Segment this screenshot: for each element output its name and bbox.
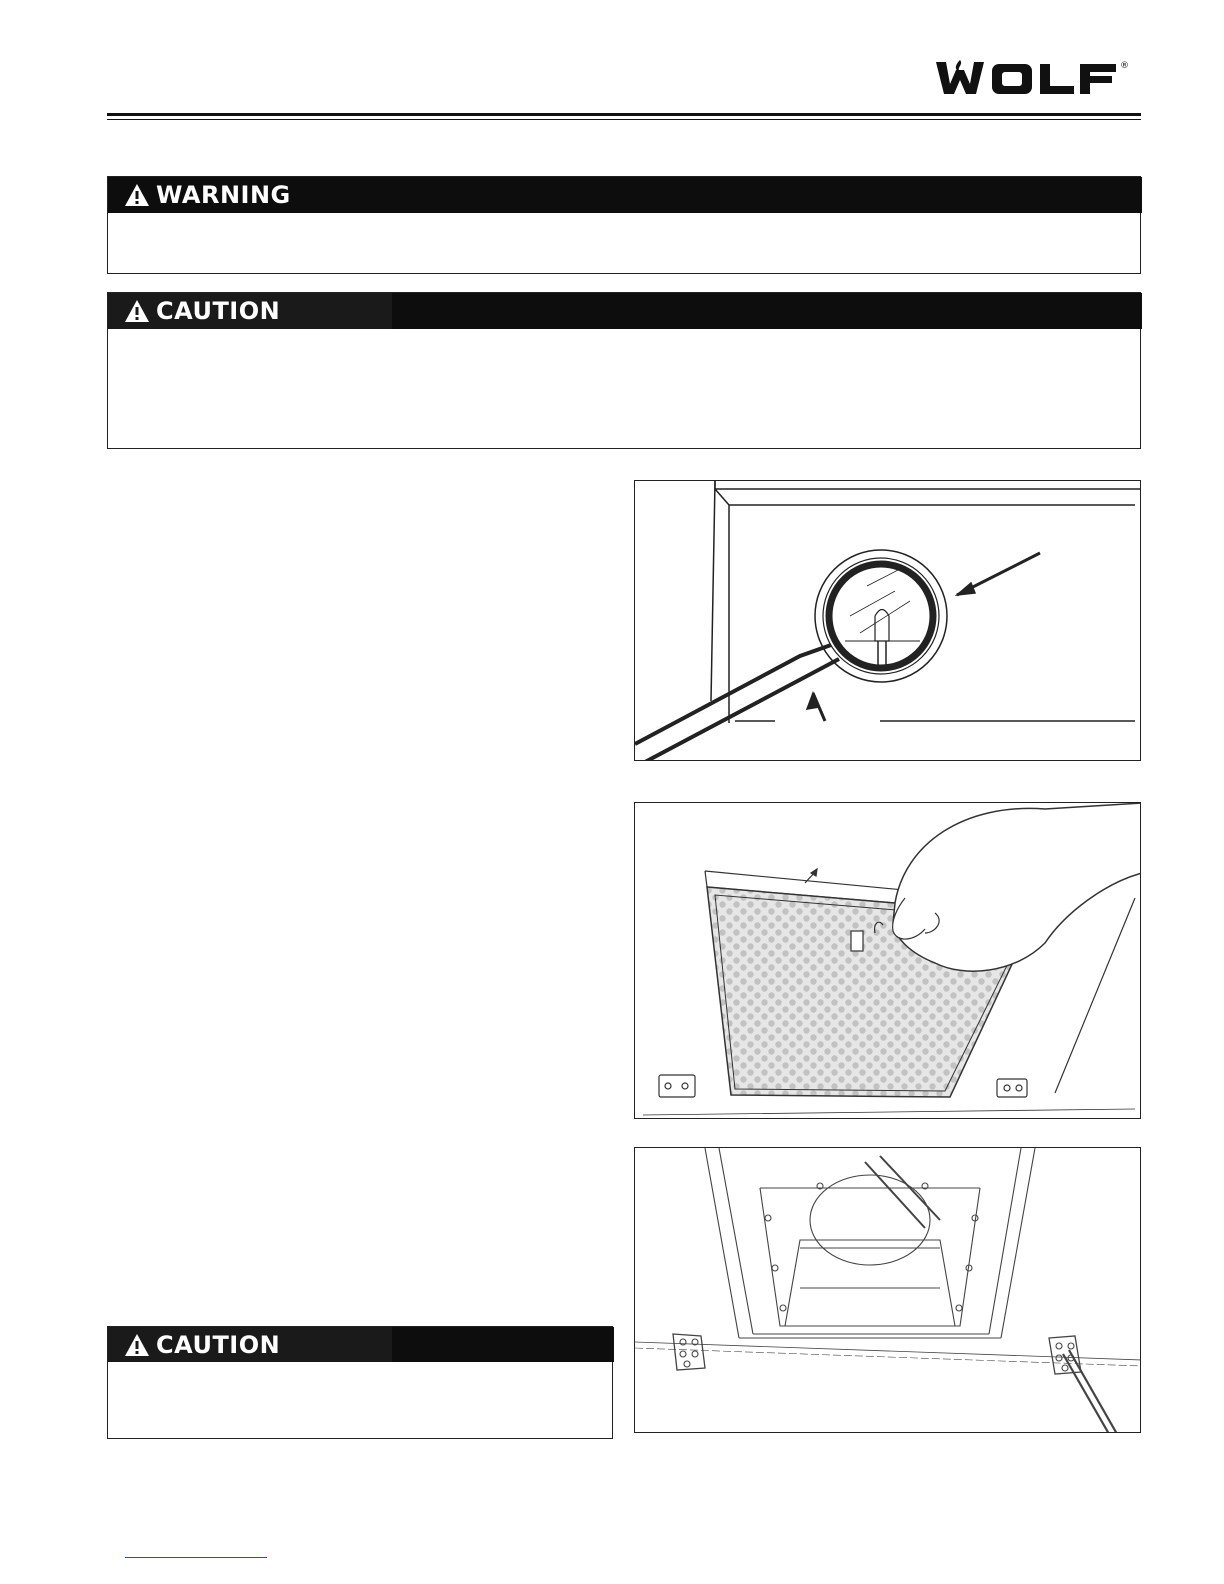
header-rule-thick [107, 113, 1141, 116]
light-bulb-lens-figure [634, 480, 1141, 761]
registered-mark: ® [1120, 61, 1129, 71]
caution-header [108, 293, 392, 329]
filter-removal-figure [634, 802, 1141, 1119]
light-bulb-lens-illustration [635, 481, 1141, 761]
footer-link-underline[interactable] [125, 1557, 267, 1558]
filter-removal-illustration [635, 803, 1141, 1119]
warning-triangle-icon [124, 1333, 150, 1357]
warning-header [108, 177, 291, 213]
blower-bracket-figure [634, 1147, 1141, 1433]
warning-triangle-icon [124, 299, 150, 323]
header-rule-thin [107, 119, 1141, 120]
warning-box [107, 176, 1141, 274]
warning-label: WARNING [156, 181, 291, 209]
caution-box-top [107, 292, 1141, 449]
warning-triangle-icon [124, 183, 150, 207]
caution-label: CAUTION [156, 297, 281, 325]
caution-bottom-header [108, 1327, 392, 1362]
blower-mounting-bracket-illustration [635, 1148, 1141, 1433]
caution-box-bottom [107, 1326, 613, 1439]
caution-bottom-label: CAUTION [156, 1330, 281, 1359]
wolf-logo [934, 56, 1146, 100]
